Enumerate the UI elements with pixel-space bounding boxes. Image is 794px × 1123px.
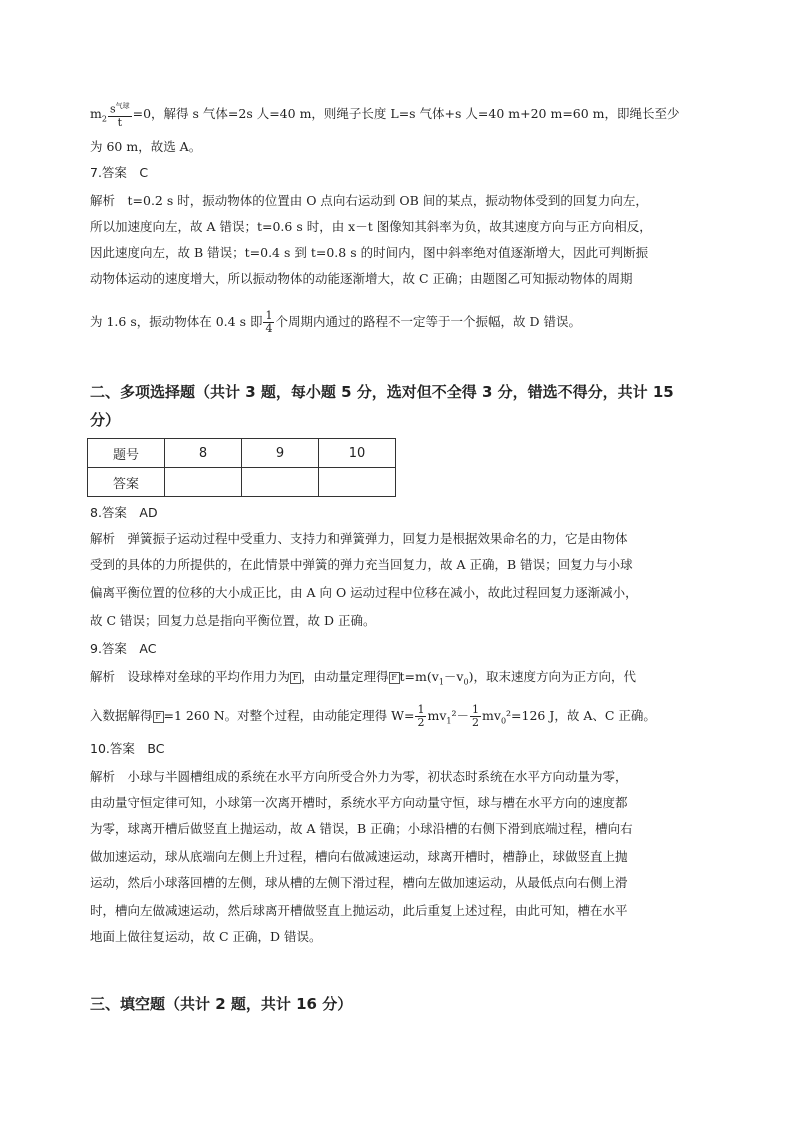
text-run: ²=126 J，故 A、C 正确。 bbox=[506, 708, 656, 723]
text-run: mv bbox=[482, 708, 501, 723]
explanation-line bbox=[90, 668, 710, 692]
section-heading: 分） bbox=[90, 411, 121, 429]
answer-7: 7.答案 C bbox=[90, 165, 149, 180]
fraction bbox=[263, 310, 274, 335]
explanation-line: 故 C 错误；回复力总是指向平衡位置，故 D 正确。 bbox=[90, 613, 376, 628]
text-run: )，取末速度方向为正方向，代 bbox=[468, 669, 636, 684]
section-heading: 三、填空题（共计 2 题，共计 16 分） bbox=[90, 995, 353, 1013]
section-heading: 二、多项选择题（共计 3 题，每小题 5 分，选对但不全得 3 分，错选不得分，共计 15 bbox=[90, 383, 674, 401]
table-cell: 答案 bbox=[88, 468, 165, 497]
text-line bbox=[90, 100, 710, 129]
explanation-line: 由动量守恒定律可知，小球第一次离开槽时，系统水平方向动量守恒，球与槽在水平方向的速度都 bbox=[90, 795, 628, 810]
subscript: 1 bbox=[438, 677, 444, 687]
fraction-numerator: 1 bbox=[265, 309, 273, 322]
explanation-line: 解析 小球与半圆槽组成的系统在水平方向所受合外力为零，初状态时系统在水平方向动量为零， bbox=[90, 769, 628, 784]
explanation-line: 时，槽向左做减速运动，然后球离开槽做竖直上抛运动，此后重复上述过程，由此可知，槽在水平 bbox=[90, 903, 628, 918]
fraction-numerator: 1 bbox=[472, 703, 480, 716]
fraction-numerator: 1 bbox=[417, 703, 425, 716]
text-run: t=m(v bbox=[399, 669, 439, 684]
superscript: 气球 bbox=[115, 102, 130, 110]
text-line: 为 60 m，故选 A。 bbox=[90, 139, 202, 154]
explanation-line: 因此速度向左，故 B 错误；t=0.4 s 到 t=0.8 s 的时间内，图中斜率绝对值逐渐增大，因此可判断振 bbox=[90, 245, 649, 260]
text-run: 为 1.6 s，振动物体在 0.4 s 即 bbox=[90, 314, 263, 329]
fraction bbox=[108, 100, 132, 129]
explanation-line bbox=[90, 310, 710, 335]
explanation-line: 动物体运动的速度增大，所以振动物体的动能逐渐增大，故 C 正确；由题图乙可知振动物体的周期 bbox=[90, 271, 633, 286]
explanation-line: 所以加速度向左，故 A 错误；t=0.6 s 时，由 x－t 图像知其斜率为负，故其速度方向与正方向相反， bbox=[90, 219, 652, 234]
subscript: 0 bbox=[463, 677, 469, 687]
explanation-line: 解析 t=0.2 s 时，振动物体的位置由 O 点向右运动到 OB 间的某点，振动物体受到的回复力向左， bbox=[90, 193, 648, 208]
explanation-line: 解析 弹簧振子运动过程中受重力、支持力和弹簧弹力，回复力是根据效果命名的力，它是由物体 bbox=[90, 531, 628, 546]
subscript: 0 bbox=[500, 716, 507, 726]
text-run: m bbox=[90, 105, 102, 121]
explanation-line: 偏离平衡位置的位移的大小成正比，由 A 向 O 运动过程中位移在减小，故此过程回复力逐渐减小， bbox=[90, 585, 638, 600]
text-run: =1 260 N。对整个过程，由动能定理得 W= bbox=[163, 708, 415, 723]
answer-table bbox=[87, 438, 396, 497]
text-run: mv bbox=[427, 708, 447, 723]
fraction-numerator: s bbox=[109, 102, 116, 116]
answer-10: 10.答案 BC bbox=[90, 741, 165, 756]
force-symbol: F bbox=[153, 711, 164, 723]
force-symbol: F bbox=[290, 672, 301, 684]
explanation-line: 运动，然后小球落回槽的左侧，球从槽的左侧下滑过程，槽向左做加速运动，从最低点向右侧上滑 bbox=[90, 875, 628, 890]
explanation-line: 为零，球离开槽后做竖直上抛运动，故 A 错误，B 正确；小球沿槽的右侧下滑到底端过程，槽向右 bbox=[90, 821, 633, 836]
text-run: ²－ bbox=[451, 708, 470, 723]
subscript: 2 bbox=[101, 114, 107, 124]
explanation-line bbox=[90, 704, 710, 731]
text-run: 解析 设球棒对垒球的平均作用力为 bbox=[90, 669, 291, 684]
table-cell: 9 bbox=[242, 439, 319, 468]
text-run: =0，解得 s 气体=2s 人=40 m，则绳子长度 L=s 气体+s 人=40 m+20 m=60 m，即绳长至少 bbox=[132, 105, 680, 121]
fraction-denominator: 2 bbox=[472, 716, 480, 729]
explanation-line: 受到的具体的力所提供的，在此情景中弹簧的弹力充当回复力，故 A 正确，B 错误；回复力与小球 bbox=[90, 557, 633, 572]
fraction bbox=[470, 704, 481, 729]
answer-9: 9.答案 AC bbox=[90, 641, 157, 656]
fraction-denominator: t bbox=[117, 115, 122, 129]
table-cell bbox=[165, 468, 242, 497]
table-cell bbox=[242, 468, 319, 497]
table-cell: 10 bbox=[319, 439, 396, 468]
text-run: 个周期内通过的路程不一定等于一个振幅，故 D 错误。 bbox=[275, 314, 581, 329]
table-cell bbox=[319, 468, 396, 497]
force-symbol: F bbox=[389, 672, 400, 684]
fraction-denominator: 4 bbox=[265, 322, 273, 335]
fraction-denominator: 2 bbox=[417, 716, 425, 729]
table-row bbox=[88, 439, 396, 468]
text-run: 入数据解得 bbox=[90, 708, 153, 723]
explanation-line: 地面上做往复运动，故 C 正确，D 错误。 bbox=[90, 929, 322, 944]
table-row bbox=[88, 468, 396, 497]
fraction bbox=[415, 704, 426, 729]
text-run: ，由动量定理得 bbox=[301, 669, 389, 684]
table-cell: 题号 bbox=[88, 439, 165, 468]
answer-8: 8.答案 AD bbox=[90, 505, 158, 520]
subscript: 1 bbox=[446, 716, 452, 726]
table-cell: 8 bbox=[165, 439, 242, 468]
text-run: －v bbox=[443, 669, 464, 684]
explanation-line: 做加速运动，球从底端向左侧上升过程，槽向右做减速运动，球离开槽时，槽静止，球做竖直上抛 bbox=[90, 849, 628, 864]
